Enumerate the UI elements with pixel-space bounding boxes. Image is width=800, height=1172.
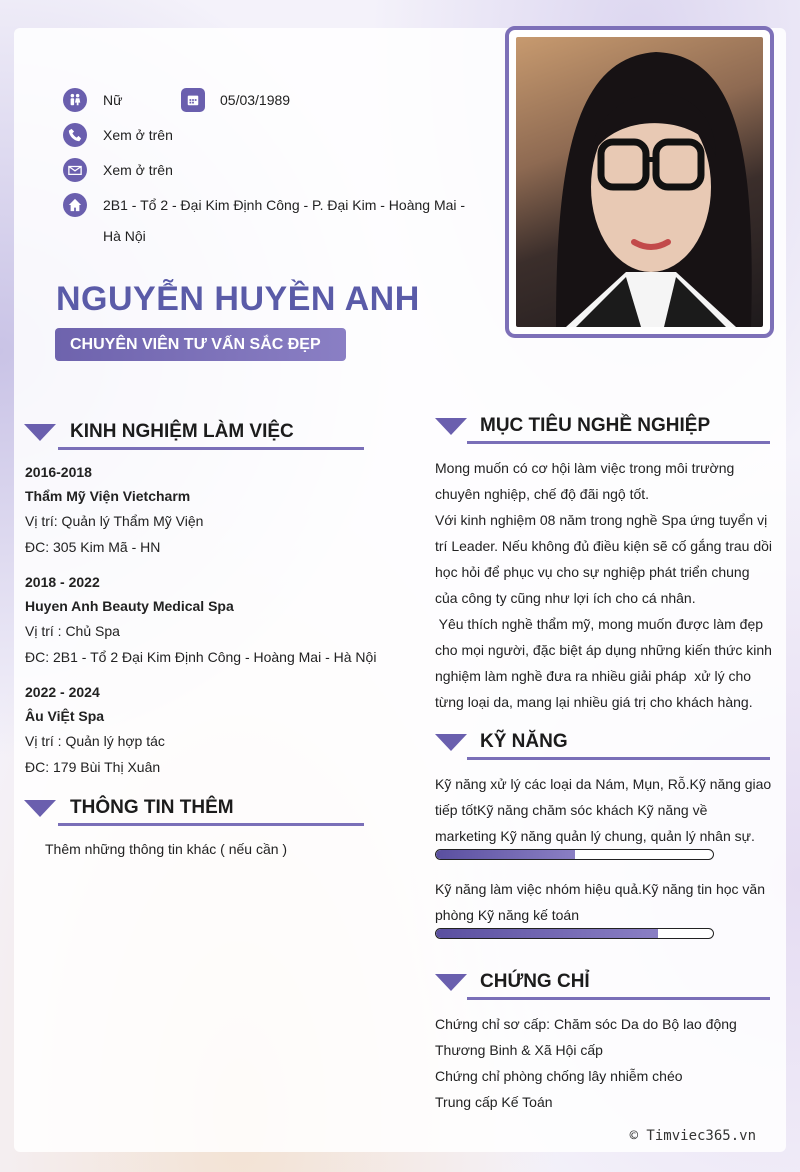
certs-text (435, 1011, 775, 1115)
objective-line: Với kinh nghiệm 08 năm trong nghề Spa ứng tuyển vị (435, 512, 768, 528)
objective-line: Mong muốn có cơ hội làm việc trong môi trường (435, 460, 735, 476)
exp3-address: ĐC: 179 Bùi Thị Xuân (25, 759, 161, 775)
exp3-position: Vị trí : Quản lý hợp tác (25, 733, 165, 749)
objective-text (435, 455, 775, 715)
cert-line: Thương Binh & Xã Hội cấp (435, 1042, 603, 1058)
skill-line: Kỹ năng xử lý các loại da Nám, Mụn, Rỗ.Kỹ năng giao (435, 776, 772, 792)
extra-heading: THÔNG TIN THÊM (70, 797, 234, 818)
phone-row (63, 123, 173, 147)
cert-line: Chứng chỉ phòng chống lây nhiễm chéo (435, 1068, 683, 1084)
home-icon (63, 193, 87, 217)
candidate-name: NGUYỄN HUYỀN ANH (56, 280, 420, 318)
address-line-1: 2B1 - Tổ 2 - Đại Kim Định Công - P. Đại Kim - Hoàng Mai - (103, 197, 466, 213)
skill-line: Kỹ năng làm việc nhóm hiệu quả.Kỹ năng tin học văn (435, 881, 765, 897)
objective-line: trí Leader. Nếu không đủ điều kiện sẽ cố gắng trau dồi (435, 538, 773, 554)
exp3-period: 2022 - 2024 (25, 684, 100, 700)
exp3-company: Âu ViỆt Spa (25, 708, 105, 724)
objective-line: chuyên nghiệp, chế độ đãi ngộ tốt. (435, 486, 650, 502)
footer-copyright[interactable]: © Timviec365.vn (629, 1128, 756, 1144)
job-title-badge (55, 328, 346, 361)
exp1-address: ĐC: 305 Kim Mã - HN (25, 539, 161, 555)
email-value: Xem ở trên (103, 162, 173, 178)
skill-line: tiếp tốtKỹ năng chăm sóc khách Kỹ năng về (435, 802, 708, 818)
certs-marker-icon (435, 974, 467, 991)
email-icon (63, 158, 87, 182)
objective-line: nghiệm làm nghề đưa ra nhiều giải pháp xử lý cho (435, 668, 752, 684)
profile-photo-frame (505, 26, 774, 338)
exp1-company: Thẩm Mỹ Viện Vietcharm (25, 488, 191, 504)
objective-divider (467, 441, 770, 444)
experience-divider (58, 447, 364, 450)
address-row (63, 193, 465, 217)
skills-divider (467, 757, 770, 760)
gender-icon (63, 88, 87, 112)
skills-heading: KỸ NĂNG (480, 731, 568, 752)
skill-2-level-bar (435, 928, 714, 939)
exp2-company: Huyen Anh Beauty Medical Spa (25, 598, 234, 614)
objective-line: Yêu thích nghề thẩm mỹ, mong muốn được làm đẹp (435, 616, 764, 632)
certs-divider (467, 997, 770, 1000)
skill-1-level-fill (436, 850, 575, 859)
experience-marker-icon (24, 424, 56, 441)
gender-row (63, 88, 122, 112)
extra-divider (58, 823, 364, 826)
skill-line: marketing Kỹ năng quản lý chung, quản lý nhân sự. (435, 828, 755, 844)
objective-line: cho mọi người, đặc biệt áp dụng những kiến thức kinh (435, 642, 772, 658)
skill-1-level-bar (435, 849, 714, 860)
certs-heading: CHỨNG CHỈ (480, 971, 590, 992)
experience-heading: KINH NGHIỆM LÀM VIỆC (70, 421, 294, 442)
calendar-icon (181, 88, 205, 112)
profile-photo (516, 37, 763, 327)
phone-icon (63, 123, 87, 147)
exp2-address: ĐC: 2B1 - Tổ 2 Đại Kim Định Công - Hoàng Mai - Hà Nội (25, 649, 377, 665)
exp1-position: Vị trí: Quản lý Thẩm Mỹ Viện (25, 513, 204, 529)
skill-line: phòng Kỹ năng kế toán (435, 907, 580, 923)
objective-line: của công ty cũng như lợi ích cho cá nhân. (435, 590, 696, 606)
skills-marker-icon (435, 734, 467, 751)
objective-heading: MỤC TIÊU NGHỀ NGHIỆP (480, 415, 711, 436)
objective-line: học hỏi để phục vụ cho sự nghiệp phát triển chung (435, 564, 750, 580)
birthday-value: 05/03/1989 (220, 92, 291, 108)
extra-marker-icon (24, 800, 56, 817)
phone-value: Xem ở trên (103, 127, 173, 143)
cert-line: Trung cấp Kế Toán (435, 1094, 553, 1110)
birthday-row (181, 88, 290, 112)
objective-line: từng loại da, mang lại nhiều giá trị cho khách hàng. (435, 694, 753, 710)
skill-2-level-fill (436, 929, 658, 938)
job-title: CHUYÊN VIÊN TƯ VẤN SẮC ĐẸP (70, 335, 321, 353)
cert-line: Chứng chỉ sơ cấp: Chăm sóc Da do Bộ lao động (435, 1016, 737, 1032)
exp1-period: 2016-2018 (25, 464, 92, 480)
extra-info-text: Thêm những thông tin khác ( nếu cần ) (45, 841, 288, 857)
exp2-position: Vị trí : Chủ Spa (25, 623, 120, 639)
objective-marker-icon (435, 418, 467, 435)
address-line-2: Hà Nội (103, 228, 146, 244)
gender-value: Nữ (103, 92, 123, 108)
exp2-period: 2018 - 2022 (25, 574, 100, 590)
skill-2-text (435, 876, 775, 928)
email-row (63, 158, 173, 182)
skill-1-text (435, 771, 775, 849)
